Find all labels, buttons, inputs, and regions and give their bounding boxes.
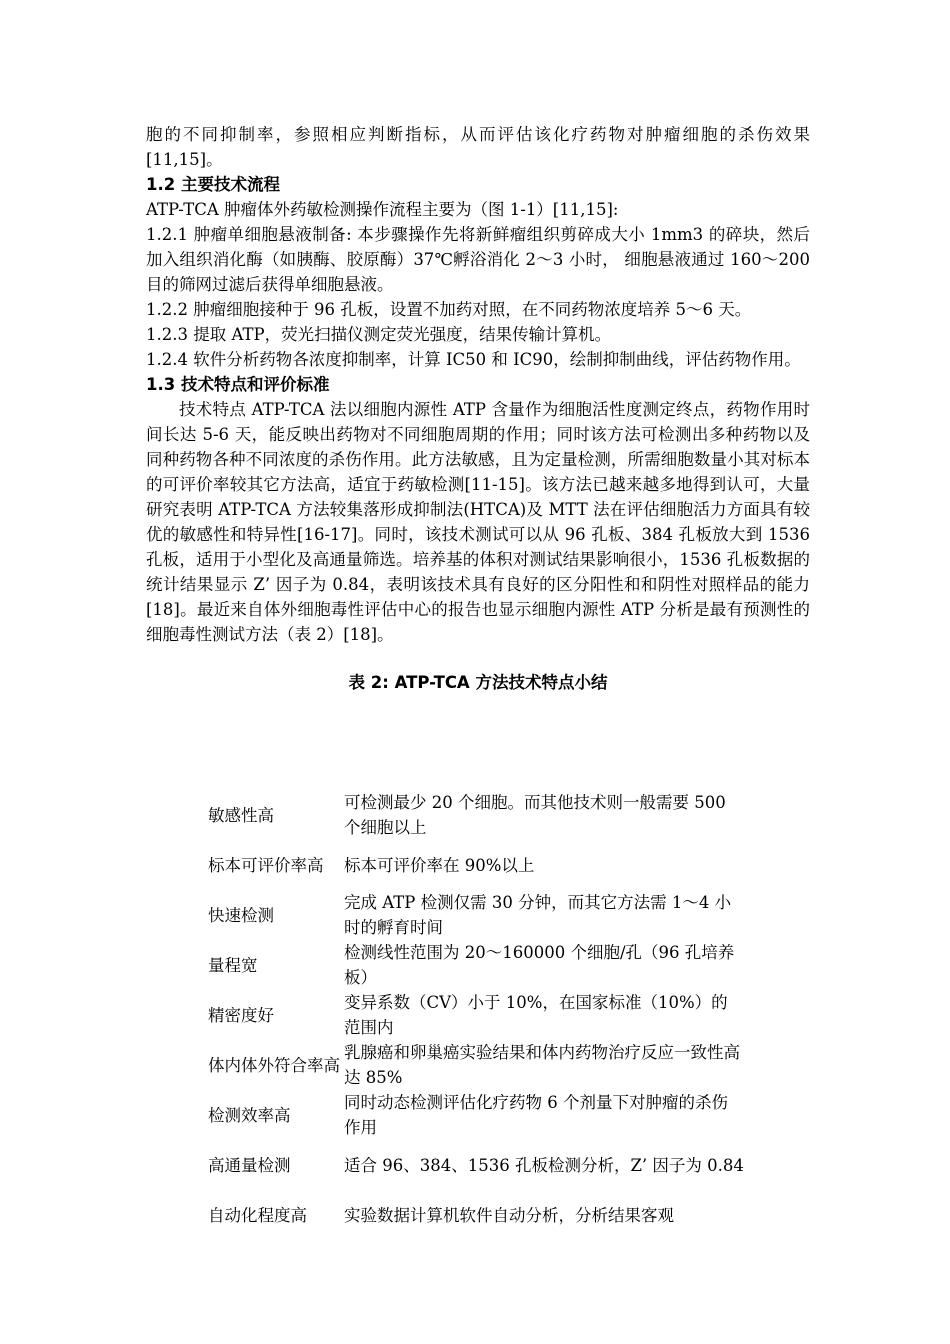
summary-table: [208, 790, 744, 1240]
row-description: 同时动态检测评估化疗药物 6 个剂量下对肿瘤的杀伤作用: [344, 1093, 728, 1137]
table-row: [208, 1040, 744, 1090]
table-row: [208, 940, 744, 990]
row-label: 快速检测: [208, 905, 274, 925]
paragraph-step-1-2-2: 1.2.2 肿瘤细胞接种于 96 孔板，设置不加药对照，在不同药物浓度培养 5～6 天。: [146, 300, 752, 319]
paragraph-workflow-intro: ATP-TCA 肿瘤体外药敏检测操作流程主要为（图 1-1）[11,15]:: [146, 200, 619, 219]
document-body: [146, 122, 810, 697]
row-label: 检测效率高: [208, 1105, 291, 1125]
row-description: 乳腺癌和卵巢癌实验结果和体内药物治疗反应一致性高达 85%: [344, 1043, 740, 1087]
paragraph-technical-features: 技术特点 ATP-TCA 法以细胞内源性 ATP 含量作为细胞活性度测定终点，药物作用时间长达 5-6 天，能反映出药物对不同细胞周期的作用；同时该方法可检测出多种药物以及同种药物各种不同浓度的杀伤作用。此方法敏感，且为定量检测，所需细胞数量小其对标本的可评价率较其它方法高，适宜于药敏检测[11-15]。该方法已越来越多地得到认可，大量研究表明 ATP-TCA 方法较集落形成抑制法(HTCA)及 MTT 法在评估细胞活力方面具有较优的敏感性和特异性[16-17]。同时，该技术测试可以从 96 孔板、384 孔板放大到 1536 孔板，适用于小型化及高通量筛选。培养基的体积对测试结果影响很小，1536 孔板数据的统计结果显示 Z’ 因子为 0.84，表明该技术具有良好的区分阳性和和阴性对照样品的能力[18]。最近来自体外细胞毒性评估中心的报告也显示细胞内源性 ATP 分析是最有预测性的细胞毒性测试方法（表 2）[18]。: [146, 400, 810, 644]
table-row: [208, 790, 744, 840]
table-row: [208, 840, 744, 890]
row-label: 标本可评价率高: [208, 855, 324, 875]
table-row: [208, 890, 744, 940]
row-label: 自动化程度高: [208, 1205, 307, 1225]
paragraph-step-1-2-1: 1.2.1 肿瘤单细胞悬液制备: 本步骤操作先将新鲜瘤组织剪碎成大小 1mm3 的碎块，然后加入组织消化酶（如胰酶、胶原酶）37℃孵浴消化 2～3 小时， 细胞悬液通过 160～200 目的筛网过滤后获得单细胞悬液。: [146, 225, 810, 294]
section-heading-1-3: 1.3 技术特点和评价标准: [146, 375, 330, 394]
paragraph-step-1-2-4: 1.2.4 软件分析药物各浓度抑制率，计算 IC50 和 IC90，绘制抑制曲线，评估药物作用。: [146, 350, 801, 369]
row-description: 检测线性范围为 20～160000 个细胞/孔（96 孔培养板）: [344, 943, 735, 987]
row-description: 可检测最少 20 个细胞。而其他技术则一般需要 500 个细胞以上: [344, 793, 726, 837]
row-description: 标本可评价率在 90%以上: [344, 855, 535, 875]
table-row: [208, 1090, 744, 1140]
section-heading-1-2: 1.2 主要技术流程: [146, 175, 280, 194]
row-description: 完成 ATP 检测仅需 30 分钟，而其它方法需 1～4 小时的孵育时间: [344, 893, 732, 937]
paragraph-step-1-2-3: 1.2.3 提取 ATP，荧光扫描仪测定荧光强度，结果传输计算机。: [146, 325, 612, 344]
row-label: 敏感性高: [208, 805, 274, 825]
row-description: 变异系数（CV）小于 10%，在国家标准（10%）的范围内: [344, 993, 728, 1037]
row-label: 体内体外符合率高: [208, 1055, 340, 1075]
row-description: 适合 96、384、1536 孔板检测分析，Z’ 因子为 0.84: [344, 1155, 744, 1175]
row-label: 量程宽: [208, 955, 258, 975]
row-description: 实验数据计算机软件自动分析，分析结果客观: [344, 1205, 674, 1225]
table-row: [208, 990, 744, 1040]
table-row: [208, 1190, 744, 1240]
row-label: 高通量检测: [208, 1155, 291, 1175]
table-row: [208, 1140, 744, 1190]
paragraph-continuation: 胞的不同抑制率，参照相应判断指标，从而评估该化疗药物对肿瘤细胞的杀伤效果[11,15]。: [146, 125, 810, 169]
table-caption: 表 2: ATP-TCA 方法技术特点小结: [348, 673, 608, 692]
row-label: 精密度好: [208, 1005, 274, 1025]
